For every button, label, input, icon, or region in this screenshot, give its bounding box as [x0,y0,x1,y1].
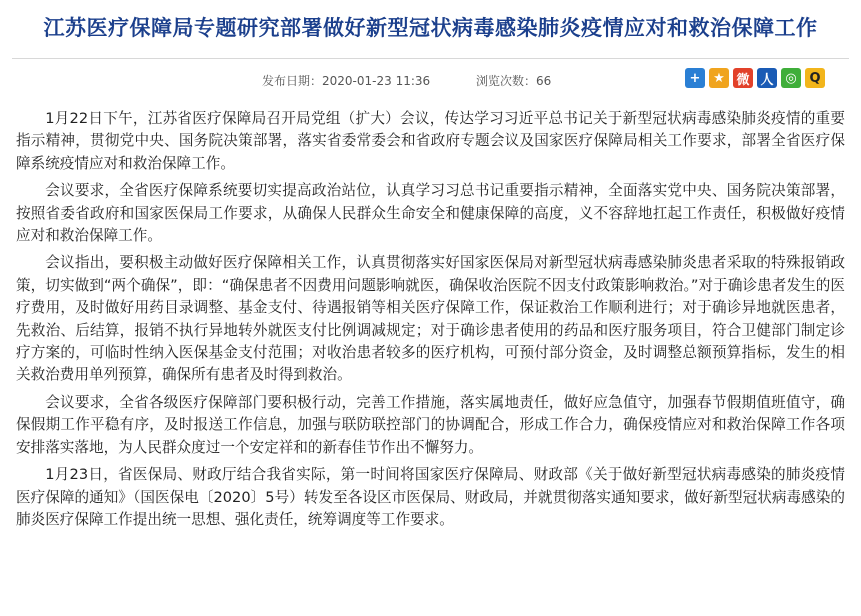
publish-label: 发布日期： [262,74,323,88]
paragraph: 1月22日下午，江苏省医疗保障局召开局党组（扩大）会议，传达学习习近平总书记关于新型冠状病毒感染肺炎疫情的重要指示精神，贯彻党中央、国务院决策部署，落实省委常委会和省政府专题会议及国家医疗保障局相关工作要求，部署全省医疗保障系统疫情应对和救治保障工作。 [16,110,845,172]
article-meta [262,72,551,89]
weibo-icon[interactable]: 微 [733,68,753,88]
star-bookmark-icon[interactable]: ★ [709,68,729,88]
views-label: 浏览次数： [475,74,536,88]
article-title: 江苏医疗保障局专题研究部署做好新型冠状病毒感染肺炎疫情应对和救治保障工作 [43,16,818,40]
renren-icon[interactable]: 人 [757,68,777,88]
paragraph: 会议要求，全省医疗保障系统要切实提高政治站位，认真学习习总书记重要指示精神，全面落实党中央、国务院决策部署，按照省委省政府和国家医保局工作要求，从确保人民群众生命安全和健康保障的高度，义不容辞地扛起工作责任，积极做好疫情应对和救治保障工作。 [16,182,845,245]
wechat-icon[interactable]: ◎ [781,68,801,88]
title-divider [12,58,849,59]
paragraph: 1月23日，省医保局、财政厅结合我省实际，第一时间将国家医疗保障局、财政部《关于做好新型冠状病毒感染的肺炎疫情医疗保障的通知》（国医保电〔2020〕5号）转发至各设区市医保局、财政局，并就贯彻落实通知要求，做好新型冠状病毒感染的肺炎医疗保障工作提出统一思想、强化责任，统筹调度等工作要求。 [16,466,845,528]
paragraph: 会议要求，全省各级医疗保障部门要积极行动，完善工作措施，落实属地责任，做好应急值守，加强春节假期值班值守，确保假期工作平稳有序，及时报送工作信息，加强与联防联控部门的协调配合，形成工作合力，确保疫情应对和救治保障工作各项安排落实落地，为人民群众度过一个安定祥和的新春佳节作出不懈努力。 [16,393,845,456]
share-toolbar [685,68,825,88]
paragraph: 会议指出，要积极主动做好医疗保障相关工作，认真贯彻落实好国家医保局对新型冠状病毒感染肺炎患者采取的特殊报销政策，切实做到“两个确保”，即：“确保患者不因费用问题影响就医，确保收治医院不因支付政策影响救治。”对于确诊患者发生的医疗费用，及时做好用药目录调整、基金支付、待遇报销等相关医疗保障工作，保证救治工作顺利进行；对于确诊异地就医患者，先救治、后结算，报销不执行异地转外就医支付比例调减规定；对于确诊患者使用的药品和医疗服务项目，符合卫健部门制定诊疗方案的，可临时性纳入医保基金支付范围；对收治患者较多的医疗机构，可预付部分资金，及时调整总额预算指标，发生的相关救治费用单列预算，确保所有患者及时得到救治。 [16,254,845,384]
publish-date-value: 2020-01-23 11:36 [322,74,431,88]
plus-share-icon[interactable]: + [685,68,705,88]
qq-icon[interactable]: Q [805,68,825,88]
article-body [16,108,845,536]
view-count [476,72,551,89]
publish-date [262,72,430,89]
views-value: 66 [536,74,552,88]
